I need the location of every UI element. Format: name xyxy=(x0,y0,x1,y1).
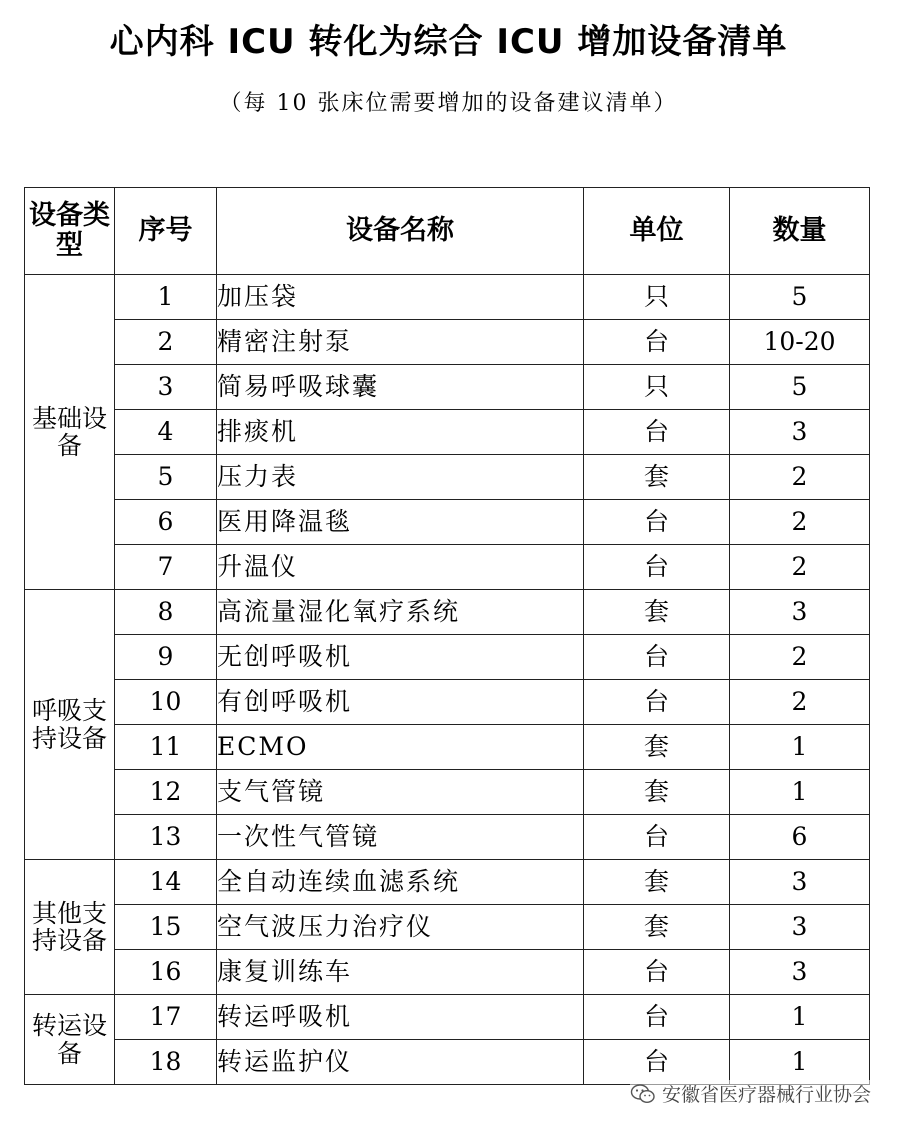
num-cell: 12 xyxy=(115,770,217,815)
unit-cell: 台 xyxy=(584,995,730,1040)
table-row xyxy=(25,770,870,815)
table-row xyxy=(25,905,870,950)
unit-cell: 台 xyxy=(584,635,730,680)
name-cell: 高流量湿化氧疗系统 xyxy=(217,590,584,635)
unit-cell: 套 xyxy=(584,860,730,905)
unit-cell: 套 xyxy=(584,905,730,950)
name-cell: 医用降温毯 xyxy=(217,500,584,545)
num-cell: 18 xyxy=(115,1040,217,1085)
name-cell: 转运监护仪 xyxy=(217,1040,584,1085)
table-row xyxy=(25,995,870,1040)
unit-cell: 台 xyxy=(584,1040,730,1085)
name-cell: 排痰机 xyxy=(217,410,584,455)
qty-cell: 2 xyxy=(730,455,870,500)
watermark xyxy=(630,1080,871,1107)
table-row xyxy=(25,365,870,410)
category-cell: 呼吸支持设备 xyxy=(25,590,115,860)
name-cell: 无创呼吸机 xyxy=(217,635,584,680)
num-cell: 13 xyxy=(115,815,217,860)
num-cell: 3 xyxy=(115,365,217,410)
header-unit: 单位 xyxy=(584,188,730,275)
name-cell: 精密注射泵 xyxy=(217,320,584,365)
num-cell: 4 xyxy=(115,410,217,455)
unit-cell: 只 xyxy=(584,365,730,410)
num-cell: 14 xyxy=(115,860,217,905)
table-row xyxy=(25,1040,870,1085)
name-cell: ECMO xyxy=(217,725,584,770)
name-cell: 简易呼吸球囊 xyxy=(217,365,584,410)
qty-cell: 2 xyxy=(730,680,870,725)
name-cell: 加压袋 xyxy=(217,275,584,320)
num-cell: 1 xyxy=(115,275,217,320)
qty-cell: 2 xyxy=(730,635,870,680)
table-row xyxy=(25,590,870,635)
name-cell: 一次性气管镜 xyxy=(217,815,584,860)
num-cell: 15 xyxy=(115,905,217,950)
num-cell: 2 xyxy=(115,320,217,365)
header-qty: 数量 xyxy=(730,188,870,275)
table-row xyxy=(25,320,870,365)
table-row xyxy=(25,500,870,545)
table-row xyxy=(25,815,870,860)
table-row xyxy=(25,680,870,725)
qty-cell: 5 xyxy=(730,275,870,320)
name-cell: 全自动连续血滤系统 xyxy=(217,860,584,905)
page-title: 心内科 ICU 转化为综合 ICU 增加设备清单 xyxy=(109,22,788,62)
equipment-table xyxy=(24,187,870,1085)
watermark-text: 安徽省医疗器械行业协会 xyxy=(661,1084,871,1106)
unit-cell: 台 xyxy=(584,410,730,455)
qty-cell: 1 xyxy=(730,1040,870,1085)
num-cell: 8 xyxy=(115,590,217,635)
category-cell: 其他支持设备 xyxy=(25,860,115,995)
num-cell: 9 xyxy=(115,635,217,680)
table-row xyxy=(25,275,870,320)
name-cell: 压力表 xyxy=(217,455,584,500)
table-row xyxy=(25,635,870,680)
num-cell: 11 xyxy=(115,725,217,770)
num-cell: 5 xyxy=(115,455,217,500)
unit-cell: 台 xyxy=(584,500,730,545)
category-cell: 转运设备 xyxy=(25,995,115,1085)
num-cell: 16 xyxy=(115,950,217,995)
num-cell: 10 xyxy=(115,680,217,725)
num-cell: 7 xyxy=(115,545,217,590)
unit-cell: 台 xyxy=(584,950,730,995)
unit-cell: 套 xyxy=(584,725,730,770)
unit-cell: 套 xyxy=(584,455,730,500)
qty-cell: 3 xyxy=(730,860,870,905)
qty-cell: 2 xyxy=(730,545,870,590)
qty-cell: 10-20 xyxy=(730,320,870,365)
qty-cell: 1 xyxy=(730,725,870,770)
category-cell: 基础设备 xyxy=(25,275,115,590)
table-row xyxy=(25,455,870,500)
header-name: 设备名称 xyxy=(217,188,584,275)
unit-cell: 台 xyxy=(584,545,730,590)
qty-cell: 1 xyxy=(730,770,870,815)
qty-cell: 6 xyxy=(730,815,870,860)
qty-cell: 3 xyxy=(730,905,870,950)
qty-cell: 3 xyxy=(730,410,870,455)
name-cell: 康复训练车 xyxy=(217,950,584,995)
qty-cell: 1 xyxy=(730,995,870,1040)
table-row xyxy=(25,950,870,995)
header-type: 设备类型 xyxy=(25,188,115,275)
name-cell: 有创呼吸机 xyxy=(217,680,584,725)
table-row xyxy=(25,725,870,770)
table-row xyxy=(25,860,870,905)
name-cell: 转运呼吸机 xyxy=(217,995,584,1040)
unit-cell: 台 xyxy=(584,815,730,860)
num-cell: 17 xyxy=(115,995,217,1040)
qty-cell: 3 xyxy=(730,950,870,995)
unit-cell: 套 xyxy=(584,590,730,635)
unit-cell: 只 xyxy=(584,275,730,320)
table-body xyxy=(25,275,870,1085)
unit-cell: 台 xyxy=(584,680,730,725)
unit-cell: 套 xyxy=(584,770,730,815)
header-num: 序号 xyxy=(115,188,217,275)
name-cell: 支气管镜 xyxy=(217,770,584,815)
name-cell: 空气波压力治疗仪 xyxy=(217,905,584,950)
table-row xyxy=(25,545,870,590)
wechat-icon xyxy=(630,1083,656,1105)
num-cell: 6 xyxy=(115,500,217,545)
unit-cell: 台 xyxy=(584,320,730,365)
name-cell: 升温仪 xyxy=(217,545,584,590)
qty-cell: 3 xyxy=(730,590,870,635)
table-header-row xyxy=(25,188,870,275)
qty-cell: 5 xyxy=(730,365,870,410)
qty-cell: 2 xyxy=(730,500,870,545)
table-row xyxy=(25,410,870,455)
page-subtitle: （每 10 张床位需要增加的设备建议清单） xyxy=(219,91,678,116)
